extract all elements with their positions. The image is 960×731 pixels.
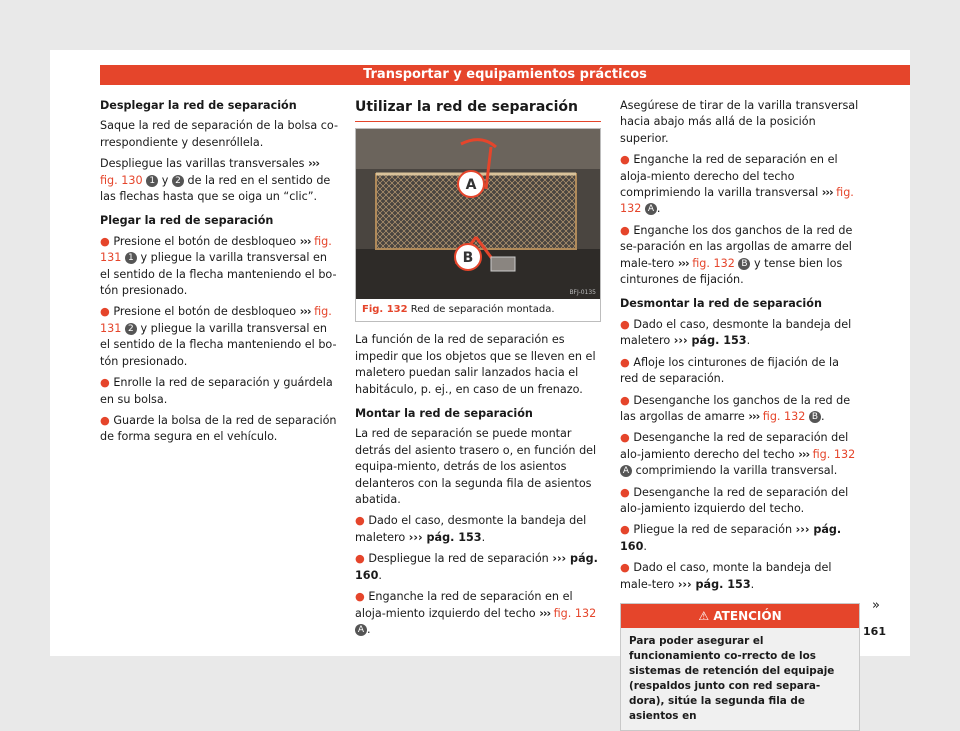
page-number: 161 [863,625,886,638]
page-link[interactable]: ››› pág. 153 [673,334,747,348]
figure-caption: Fig. 132 Red de separación montada. [362,304,555,316]
page-link[interactable]: ››› pág. 153 [408,530,482,544]
list-item: ● Despliegue la red de separación ››› pág. 160. [355,552,598,582]
list-item: ● Pliegue la red de separación ››› pág. 160. [620,523,842,553]
marker-b: B [462,250,474,267]
paragraph: La red de separación se puede montar detrás del asiento trasero o, en función del equipa-miento, detrás de los asientos delanteros con la segunda fila de asientos abatida. [355,427,597,507]
bullet-icon: ● [100,305,110,319]
arrow-icon: ››› [677,256,689,270]
callout-number: 2 [172,175,184,187]
bullet-icon: ● [620,561,630,575]
page-link[interactable]: ››› pág. 160 [355,552,598,582]
figure-link[interactable]: fig. 132 [762,409,806,423]
callout-number: 1 [125,252,137,264]
column-right [620,90,860,731]
list-item: ● Guarde la bolsa de la red de separación de forma segura en el vehículo. [100,413,337,444]
callout-number: 1 [146,175,158,187]
figure-132 [355,128,601,322]
callout-letter: A [645,203,657,215]
heading-fold-net: Plegar la red de separación [100,214,274,228]
arrow-icon: ››› [821,186,833,200]
page-link[interactable]: ››› pág. 153 [677,577,751,591]
figure-link[interactable]: fig. 132 [620,186,854,216]
figure-link[interactable]: fig. 132 [692,256,735,270]
bullet-icon: ● [355,552,365,566]
paragraph: La función de la red de separación es impedir que los objetos que se lleven en el maletero puedan salir lanzados hacia el habitáculo, p. ej., en caso de un frenazo. [355,333,596,396]
bullet-icon: ● [355,514,365,528]
arrow-icon: ››› [798,447,810,461]
warning-triangle-icon: ⚠ [698,608,710,623]
list-item: ● Presione el botón de desbloqueo ››› fig. 131 1 y pliegue la varilla transversal en el sentido de la flecha manteniendo el bo-tón presionado. [100,234,337,298]
list-item: ● Dado el caso, monte la bandeja del male-tero ››› pág. 153. [620,561,832,591]
bullet-icon: ● [620,485,630,499]
figure-link[interactable]: fig. 130 [100,173,143,187]
section-title: Utilizar la red de separación [355,99,601,122]
bullet-icon: ● [620,223,630,237]
heading-deploy-net: Desplegar la red de separación [100,99,297,112]
list-item: ● Desenganche los ganchos de la red de las argollas de amarre ››› fig. 132 B . [620,393,851,423]
figure-label: Fig. 132 [362,304,408,316]
heading-mount-net: Montar la red de separación [355,407,533,421]
arrow-icon: ››› [539,606,551,620]
column-left [100,90,338,451]
list-item: ● Presione el botón de desbloqueo ››› fig. 131 2 y pliegue la varilla transversal en el sentido de la flecha manteniendo el bo-tón presionado. [100,305,337,368]
list-item: ● Enganche la red de separación en el aloja-miento izquierdo del techo ››› fig. 132 A . [355,590,597,636]
bullet-icon: ● [100,413,110,427]
bullet-icon: ● [620,153,630,167]
bullet-icon: ● [620,317,630,331]
callout-letter: A [355,624,367,636]
column-middle [355,90,601,643]
bullet-icon: ● [100,376,110,390]
paragraph: Saque la red de separación de la bolsa co-rrespondiente y desenróllela. [100,119,339,149]
manual-page [50,50,910,722]
figure-link[interactable]: fig. 132 [553,606,597,620]
callout-letter: B [809,411,821,423]
arrow-icon: ››› [299,305,311,319]
bullet-icon: ● [620,523,630,537]
section-banner: Transportar y equipamientos prácticos [100,65,910,85]
trunk-net-illustration [356,129,600,299]
figure-image [356,129,600,299]
figure-link[interactable]: fig. 132 [812,447,856,461]
callout-letter: B [738,258,750,270]
list-item: ● Desenganche la red de separación del alo-jamiento derecho del techo ››› fig. 132 A comprimiendo la varilla transversal. [620,431,856,478]
figure-code: BFJ-0135 [569,289,596,297]
marker-a: A [465,177,477,194]
figure-link[interactable]: fig. 131 [100,305,332,335]
bullet-icon: ● [620,355,630,369]
list-item: ● Enganche la red de separación en el aloja-miento derecho del techo comprimiendo la varilla transversal ››› fig. 132 A . [620,153,854,216]
callout-number: 2 [125,323,137,335]
bullet-icon: ● [620,393,630,407]
warning-text: Para poder asegurar el funcionamiento co-rrecto de los sistemas de retención del equipaje (respaldos junto con red separa-dora), sitúe la segunda fila de asientos en [621,628,859,730]
warning-box [620,603,860,731]
list-item: ● Desenganche la red de separación del alo-jamiento izquierdo del techo. [620,485,849,515]
list-item: ● Afloje los cinturones de fijación de la red de separación. [620,355,839,386]
arrow-icon: ››› [308,157,319,171]
bullet-icon: ● [100,234,110,248]
continue-marker: » [872,598,880,613]
page-link[interactable]: ››› pág. 160 [620,523,842,553]
list-item: ● Dado el caso, desmonte la bandeja del maletero ››› pág. 153. [620,317,852,348]
arrow-icon: ››› [299,234,311,248]
list-item: ● Enganche los dos ganchos de la red de se-paración en las argollas de amarre del male-tero ››› fig. 132 B y tense bien los cinturones de fijación. [620,223,853,287]
warning-header: ⚠ ATENCIÓN [621,604,859,628]
heading-remove-net: Desmontar la red de separación [620,297,822,311]
arrow-icon: ››› [748,409,760,423]
list-item: ● Dado el caso, desmonte la bandeja del maletero ››› pág. 153. [355,514,587,544]
figure-link[interactable]: fig. 131 [100,234,332,265]
bullet-icon: ● [355,590,365,604]
list-item: ● Enrolle la red de separación y guárdela en su bolsa. [100,376,333,406]
callout-letter: A [620,465,632,477]
paragraph: Despliegue las varillas transversales ››› fig. 130 1 y 2 de la red en el sentido de las flechas hasta que se oiga un “clic”. [100,157,331,204]
bullet-icon: ● [620,431,630,445]
paragraph: Asegúrese de tirar de la varilla transversal hacia abajo más allá de la posición superior. [620,99,859,145]
